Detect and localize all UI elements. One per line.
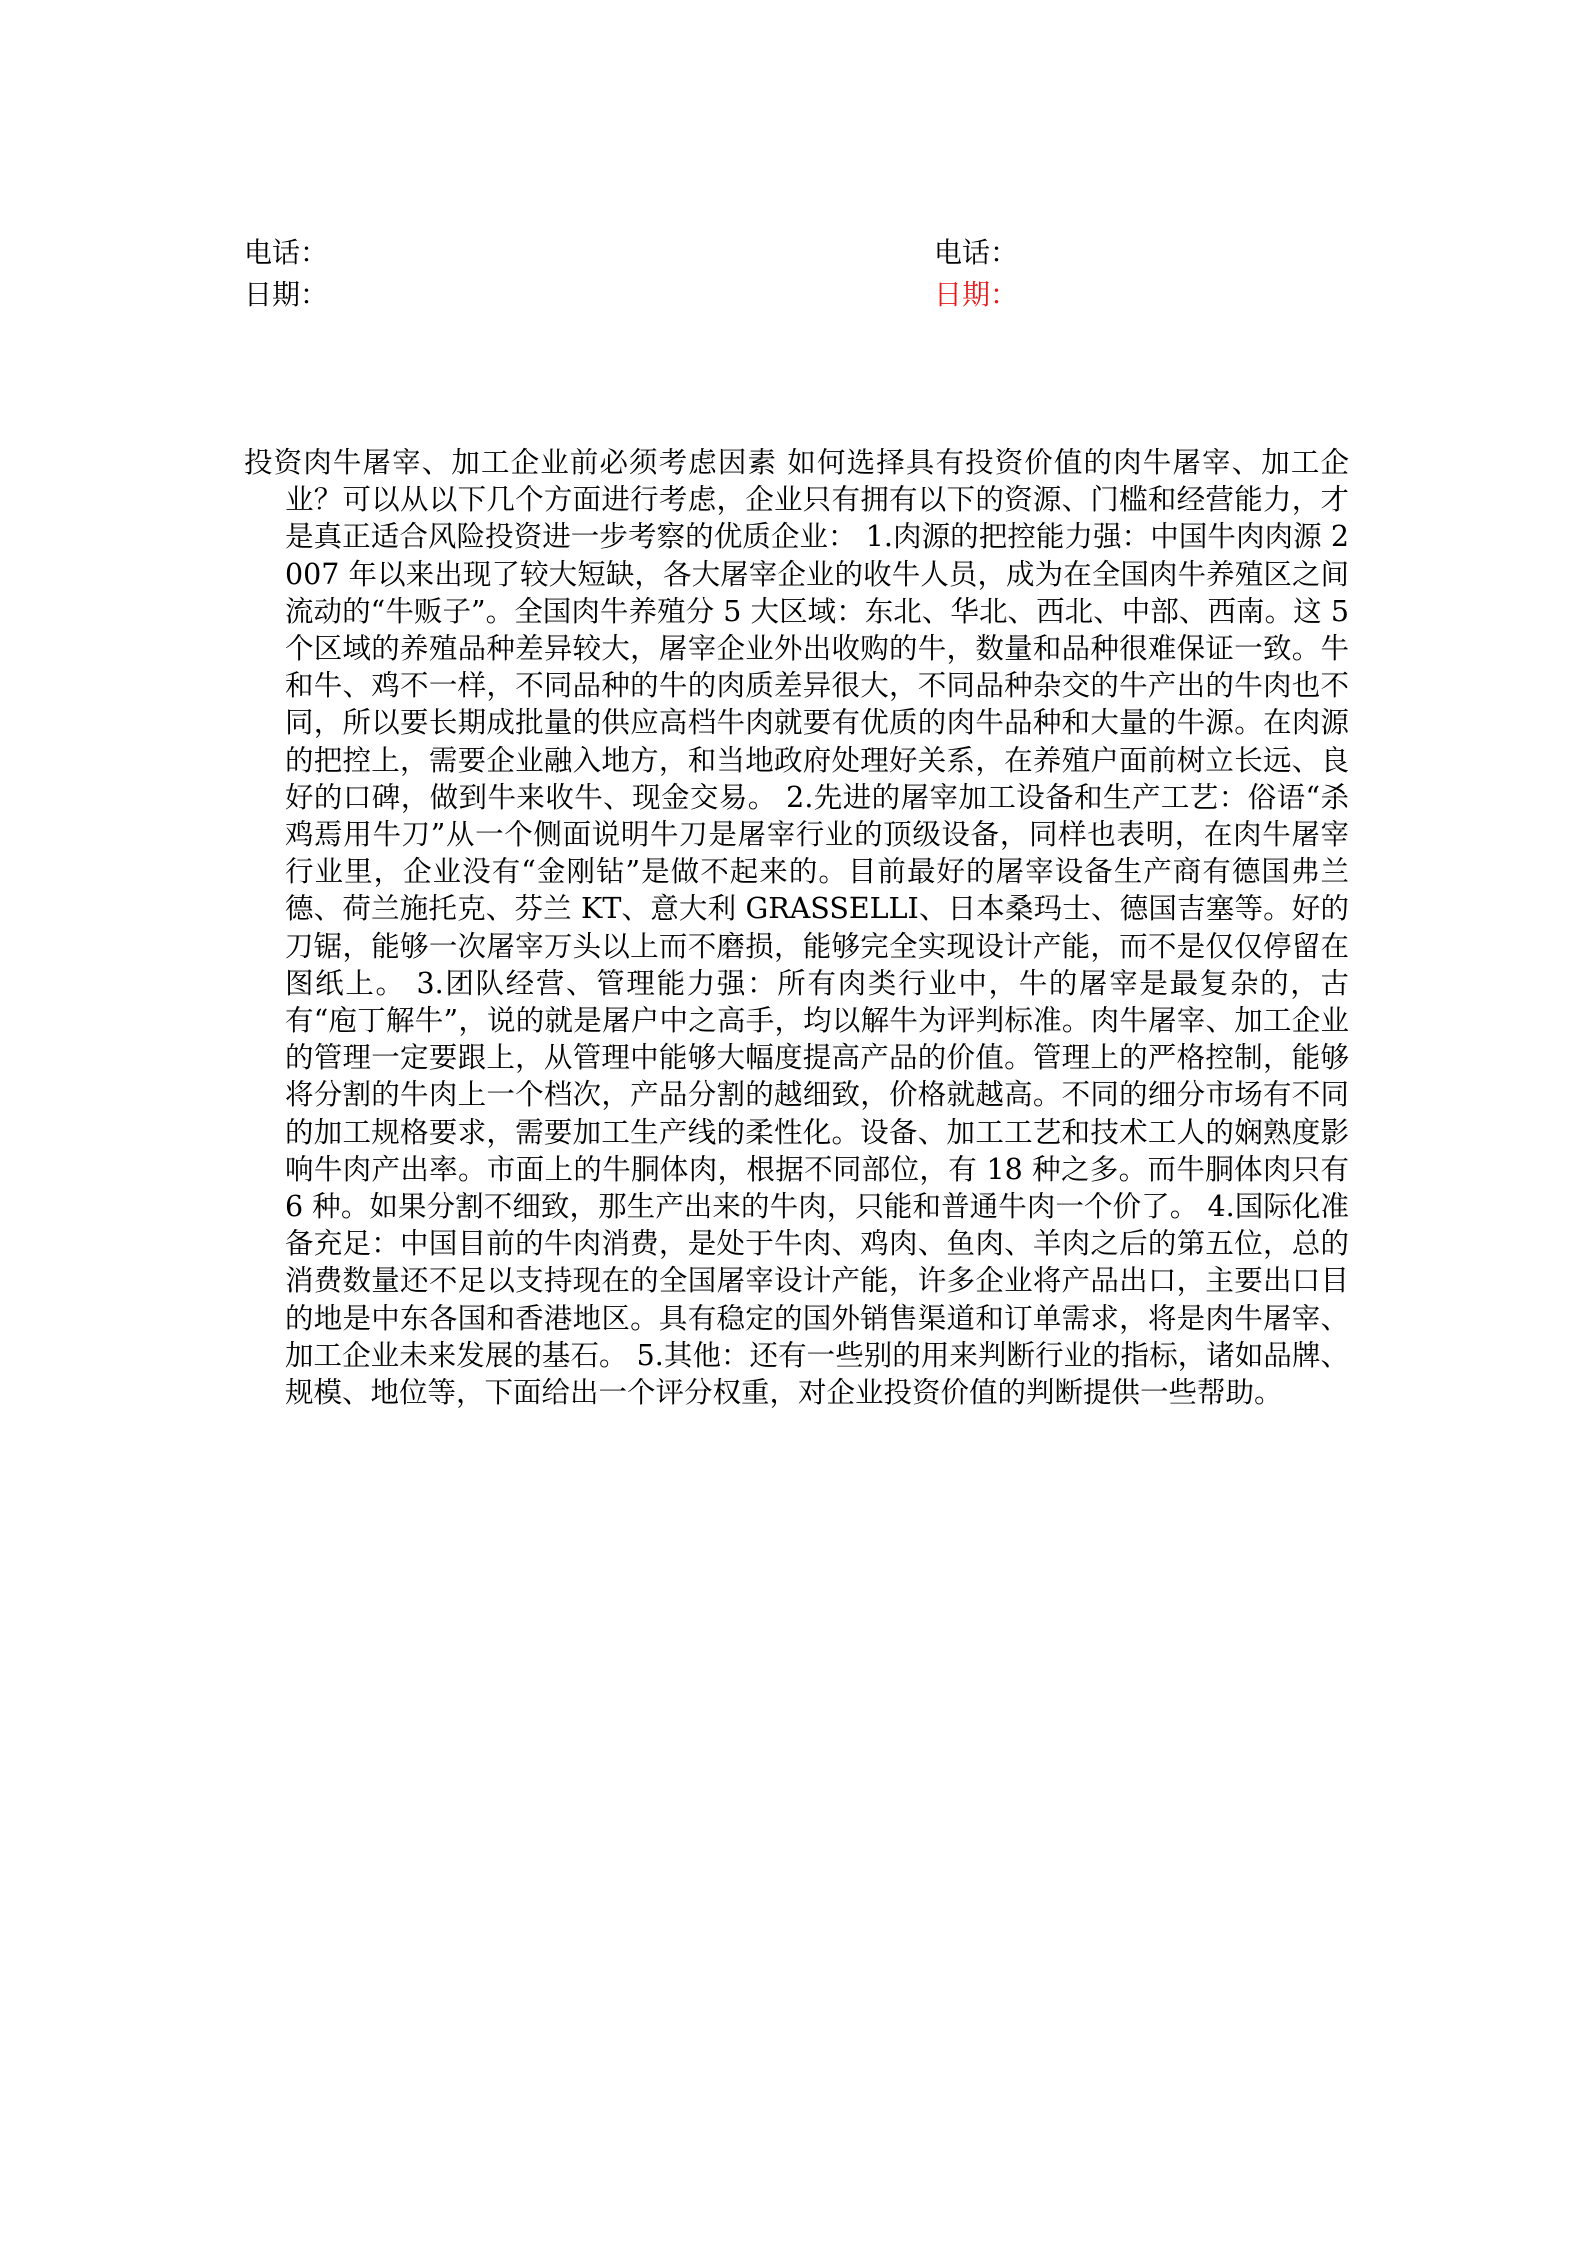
date-row [244, 274, 1344, 316]
left-date-label: 日期： [244, 278, 329, 311]
right-date-label: 日期： [934, 278, 1019, 311]
phone-row [244, 232, 1344, 274]
article-body: 投资肉牛屠宰、加工企业前必须考虑因素 如何选择具有投资价值的肉牛屠宰、加工企业？可以从以下几个方面进行考虑，企业只有拥有以下的资源、门槛和经营能力，才是真正适合风险投资进一步考察的优质企业： 1.肉源的把控能力强：中国牛肉肉源 2007 年以来出现了较大短缺，各大屠宰企业的收牛人员，成为在全国肉牛养殖区之间流动的“牛贩子”。全国肉牛养殖分 5 大区域：东北、华北、西北、中部、西南。这 5 个区域的养殖品种差异较大，屠宰企业外出收购的牛，数量和品种很难保证一致。牛和牛、鸡不一样，不同品种的牛的肉质差异很大，不同品种杂交的牛产出的牛肉也不同，所以要长期成批量的供应高档牛肉就要有优质的肉牛品种和大量的牛源。在肉源的把控上，需要企业融入地方，和当地政府处理好关系，在养殖户面前树立长远、良好的口碑，做到牛来收牛、现金交易。 2.先进的屠宰加工设备和生产工艺：俗语“杀鸡焉用牛刀”从一个侧面说明牛刀是屠宰行业的顶级设备，同样也表明，在肉牛屠宰行业里，企业没有“金刚钻”是做不起来的。目前最好的屠宰设备生产商有德国弗兰德、荷兰施托克、芬兰 KT、意大利 GRASSELLI、日本桑玛士、德国吉塞等。好的刀锯，能够一次屠宰万头以上而不磨损，能够完全实现设计产能，而不是仅仅停留在图纸上。 3.团队经营、管理能力强：所有肉类行业中，牛的屠宰是最复杂的，古有“庖丁解牛”，说的就是屠户中之高手，均以解牛为评判标准。肉牛屠宰、加工企业的管理一定要跟上，从管理中能够大幅度提高产品的价值。管理上的严格控制，能够将分割的牛肉上一个档次，产品分割的越细致，价格就越高。不同的细分市场有不同的加工规格要求，需要加工生产线的柔性化。设备、加工工艺和技术工人的娴熟度影响牛肉产出率。市面上的牛胴体肉，根据不同部位，有 18 种之多。而牛胴体肉只有 6 种。如果分割不细致，那生产出来的牛肉，只能和普通牛肉一个价了。 4.国际化准备充足：中国目前的牛肉消费，是处于牛肉、鸡肉、鱼肉、羊肉之后的第五位，总的消费数量还不足以支持现在的全国屠宰设计产能，许多企业将产品出口，主要出口目的地是中东各国和香港地区。具有稳定的国外销售渠道和订单需求，将是肉牛屠宰、加工企业未来发展的基石。 5.其他：还有一些别的用来判断行业的指标，诸如品牌、规模、地位等，下面给出一个评分权重，对企业投资价值的判断提供一些帮助。 [244, 446, 1349, 1410]
left-phone-label: 电话： [244, 236, 329, 269]
right-phone-label: 电话： [934, 236, 1019, 269]
contact-header [244, 232, 1344, 316]
